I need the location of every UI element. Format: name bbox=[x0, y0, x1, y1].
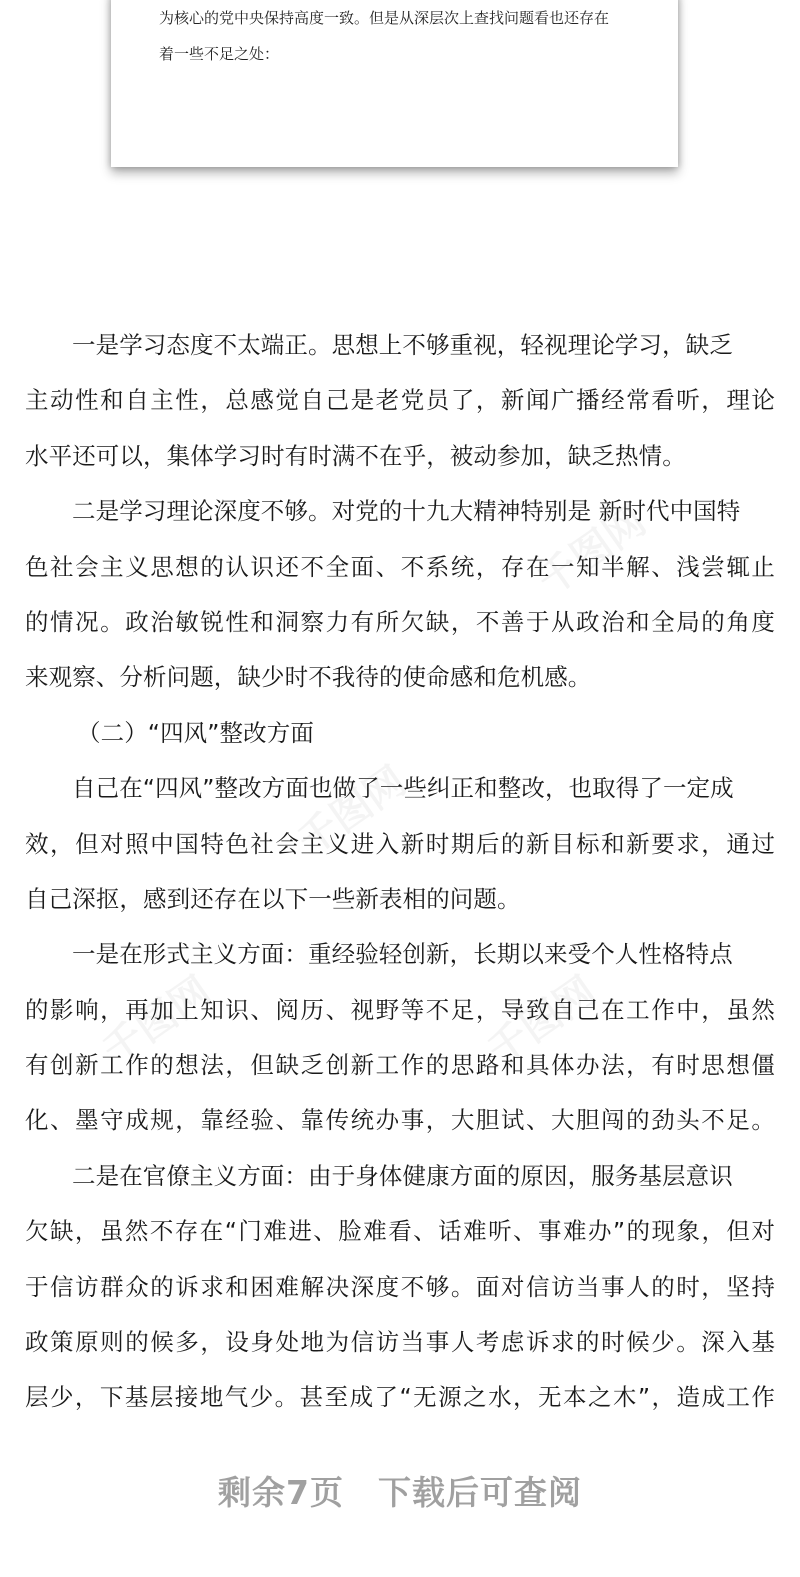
download-to-view-label: 下载后可查阅 bbox=[377, 1473, 582, 1512]
text-line: 自己在“四风”整改方面也做了一些纠正和整改，也取得了一定成 bbox=[72, 774, 734, 803]
remaining-pages-label: 剩余7页 bbox=[218, 1473, 344, 1512]
text-line: 色社会主义思想的认识还不全面、不系统，存在一知半解、浅尝辄止 bbox=[25, 552, 775, 581]
card-line: 为核心的党中央保持高度一致。但是从深层次上查找问题看也还存在 bbox=[159, 9, 610, 27]
text-line: 来观察、分析问题，缺少时不我待的使命感和危机感。 bbox=[25, 663, 592, 692]
text-line: 层少，下基层接地气少。甚至成了“无源之水，无本之木”，造成工作 bbox=[25, 1383, 775, 1412]
card-text bbox=[159, 0, 659, 72]
text-line: 效，但对照中国特色社会主义进入新时期后的新目标和新要求，通过 bbox=[25, 829, 775, 858]
text-line: 欠缺，虽然不存在“门难进、脸难看、话难听、事难办”的现象，但对 bbox=[25, 1217, 775, 1246]
text-line: 二是在官僚主义方面：由于身体健康方面的原因，服务基层意识 bbox=[72, 1161, 733, 1190]
text-line: 有创新工作的想法，但缺乏创新工作的思路和具体办法，有时思想僵 bbox=[25, 1051, 775, 1080]
text-line: 二是学习理论深度不够。对党的十九大精神特别是 新时代中国特 bbox=[72, 497, 741, 526]
section-heading: （二）“四风”整改方面 bbox=[77, 718, 314, 747]
text-line: 于信访群众的诉求和困难解决深度不够。面对信访当事人的时，坚持 bbox=[25, 1272, 775, 1301]
remaining-pages-banner[interactable] bbox=[0, 1467, 800, 1514]
text-line: 政策原则的候多，设身处地为信访当事人考虑诉求的时候少。深入基 bbox=[25, 1328, 775, 1357]
document-body bbox=[25, 318, 775, 1426]
text-line: 的情况。政治敏锐性和洞察力有所欠缺，不善于从政治和全局的角度 bbox=[25, 607, 775, 636]
text-line: 一是在形式主义方面：重经验轻创新，长期以来受个人性格特点 bbox=[72, 940, 733, 969]
text-line: 水平还可以，集体学习时有时满不在乎，被动参加，缺乏热情。 bbox=[25, 441, 686, 470]
text-line: 的影响，再加上知识、阅历、视野等不足，导致自己在工作中，虽然 bbox=[25, 995, 775, 1024]
text-line: 化、墨守成规，靠经验、靠传统办事，大胆试、大胆闯的劲头不足。 bbox=[25, 1106, 775, 1135]
preview-page-card bbox=[111, 0, 678, 167]
text-line: 自己深抠，感到还存在以下一些新表相的问题。 bbox=[25, 884, 521, 913]
card-line: 着一些不足之处： bbox=[159, 45, 280, 63]
text-line: 一是学习态度不太端正。思想上不够重视，轻视理论学习，缺乏 bbox=[72, 331, 733, 359]
text-line: 主动性和自主性，总感觉自己是老党员了，新闻广播经常看听，理论 bbox=[25, 386, 775, 415]
